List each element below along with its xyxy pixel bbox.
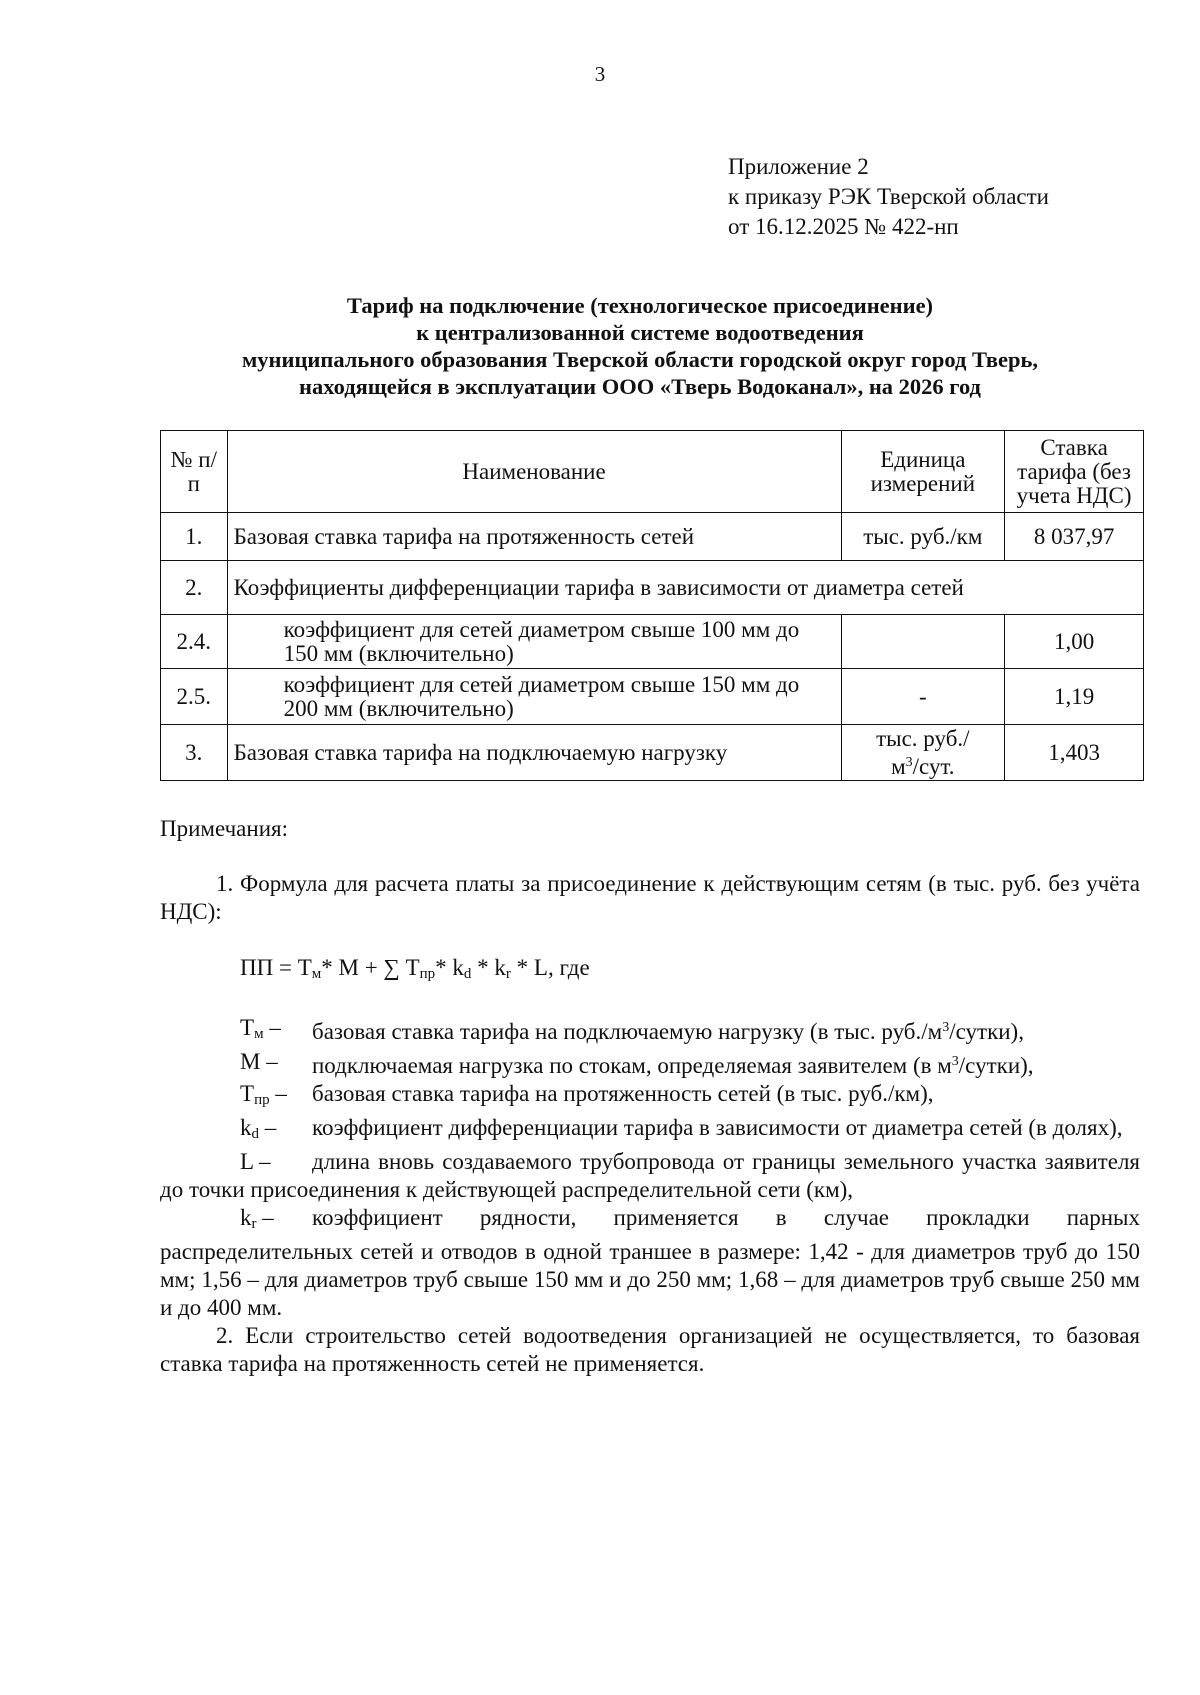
formula-part: * М + ∑ Т (321, 955, 420, 980)
row-unit (841, 725, 1005, 781)
formula-part: ПП = Т (240, 955, 312, 980)
title-line-3: муниципального образования Тверской области городской округ город Тверь, (241, 347, 1039, 372)
definition-text: коэффициент рядности, применяется в случае прокладки парных распределительных сетей и отводов в одной траншее в размере: 1,42 - для диаметров труб до 150 мм; 1,56 – для диаметров труб свыше 150 мм и до 250 мм; 1,68 – для диаметров труб свыше 250 мм и до 400 мм. (160, 1205, 1140, 1320)
appendix-line-2: к приказу РЭК Тверской области (728, 184, 1049, 209)
appendix-line-1: Приложение 2 (728, 154, 869, 179)
definition-l (160, 1148, 1140, 1204)
symbol-dash: – (256, 1205, 274, 1230)
formula (240, 954, 1140, 988)
header-name: Наименование (227, 431, 841, 513)
definition-text (312, 1048, 1034, 1080)
table-row (161, 615, 1144, 669)
tariff-table (160, 430, 1144, 781)
row-num: 2. (161, 561, 228, 615)
formula-part: * k (471, 955, 506, 980)
header-num: № п/п (161, 431, 228, 513)
definition-symbol (240, 1048, 312, 1080)
appendix-header (728, 152, 1049, 242)
symbol-letter: k (240, 1115, 252, 1140)
definition-symbol (240, 1080, 312, 1114)
page-number: 3 (594, 62, 606, 86)
unit-superscript: 3 (905, 754, 913, 770)
table-row (161, 669, 1144, 725)
table-row (161, 561, 1144, 615)
row-unit: - (841, 669, 1005, 725)
appendix-line-3: от 16.12.2025 № 422-нп (728, 214, 959, 239)
formula-sub: м (311, 966, 322, 982)
formula-sub: пр (419, 966, 436, 982)
symbol-letter: М (240, 1049, 261, 1074)
symbol-dash: – (259, 1115, 277, 1140)
row-name: коэффициент для сетей диаметром свыше 100 мм до 150 мм (включительно) (227, 615, 841, 669)
definition-symbol (240, 1114, 312, 1148)
row-num: 2.5. (161, 669, 228, 725)
row-num: 2.4. (161, 615, 228, 669)
formula-sub: d (463, 966, 472, 982)
definition-text (312, 1014, 1024, 1048)
definition-tm (160, 1014, 1140, 1048)
row-num: 3. (161, 725, 228, 781)
row-name: Базовая ставка тарифа на подключаемую нагрузку (227, 725, 841, 781)
definition-symbol: L – (240, 1149, 271, 1174)
definitions (160, 1014, 1140, 1322)
title-line-2: к централизованной системе водоотведения (416, 320, 864, 345)
symbol-dash: – (263, 1015, 281, 1040)
definition-tpr (160, 1080, 1140, 1114)
row-rate: 1,403 (1005, 725, 1144, 781)
row-rate: 1,00 (1005, 615, 1144, 669)
table-row (161, 725, 1144, 781)
definition-text-part: подключаемая нагрузка по стокам, определяемая заявителем (в м (312, 1053, 952, 1078)
formula-part: * L, где (510, 955, 590, 980)
document-title (150, 292, 1130, 400)
definition-sup: 3 (942, 1020, 950, 1035)
symbol-letter: k (240, 1205, 252, 1230)
notes-heading: Примечания: (160, 816, 288, 841)
definition-text-part: базовая ставка тарифа на подключаемую нагрузку (в тыс. руб./м (312, 1019, 943, 1044)
row-name: Базовая ставка тарифа на протяженность сетей (227, 513, 841, 561)
symbol-letter: Т (240, 1081, 255, 1106)
row-name: Коэффициенты дифференциации тарифа в зависимости от диаметра сетей (227, 561, 1143, 615)
row-unit: тыс. руб./км (841, 513, 1005, 561)
definition-kr (160, 1204, 1140, 1322)
unit-part-b: м (891, 753, 906, 779)
row-unit (841, 615, 1005, 669)
symbol-letter: Т (240, 1015, 255, 1040)
symbol-dash: – (260, 1049, 278, 1074)
note-1: 1. Формула для расчета платы за присоединение к действующим сетям (в тыс. руб. без учёта НДС): (160, 871, 1140, 924)
header-rate: Ставка тарифа (без учета НДС) (1005, 431, 1144, 513)
unit-part-a: тыс. руб./ (876, 725, 970, 751)
row-num: 1. (161, 513, 228, 561)
unit-part-c: /сут. (912, 753, 955, 779)
symbol-sub: м (254, 1026, 264, 1042)
table-row (161, 513, 1144, 561)
definition-text-part: /сутки), (949, 1019, 1024, 1044)
definition-text: базовая ставка тарифа на протяженность сетей (в тыс. руб./км), (312, 1081, 934, 1106)
row-rate: 8 037,97 (1005, 513, 1144, 561)
formula-part: * k (435, 955, 464, 980)
notes-section (160, 870, 1140, 1378)
row-name: коэффициент для сетей диаметром свыше 150 мм до 200 мм (включительно) (227, 669, 841, 725)
definition-text: коэффициент дифференциации тарифа в зависимости от диаметра сетей (в долях), (312, 1115, 1123, 1140)
symbol-sub: r (251, 1216, 257, 1232)
symbol-dash: – (269, 1081, 287, 1106)
table-header-row (161, 431, 1144, 513)
title-line-4: находящейся в эксплуатации ООО «Тверь Водоканал», на 2026 год (299, 374, 981, 399)
row-rate: 1,19 (1005, 669, 1144, 725)
definition-symbol (160, 1204, 312, 1238)
definition-text-part: /сутки), (958, 1053, 1034, 1078)
definition-m (160, 1048, 1140, 1080)
symbol-sub: пр (254, 1092, 270, 1108)
definition-symbol (240, 1014, 312, 1048)
title-line-1: Тариф на подключение (технологическое присоединение) (346, 293, 934, 318)
note-2: 2. Если строительство сетей водоотведения организацией не осуществляется, то базовая ставка тарифа на протяженность сетей не применяется. (160, 1323, 1140, 1376)
definition-sup: 3 (951, 1054, 959, 1069)
definition-kd (160, 1114, 1140, 1148)
header-unit: Единица измерений (841, 431, 1005, 513)
symbol-sub: d (251, 1126, 259, 1142)
definition-text: длина вновь создаваемого трубопровода от границы земельного участка заявителя до точки присоединения к действующей распределительной сети (км), (160, 1149, 1140, 1202)
formula-sub: r (505, 966, 511, 982)
